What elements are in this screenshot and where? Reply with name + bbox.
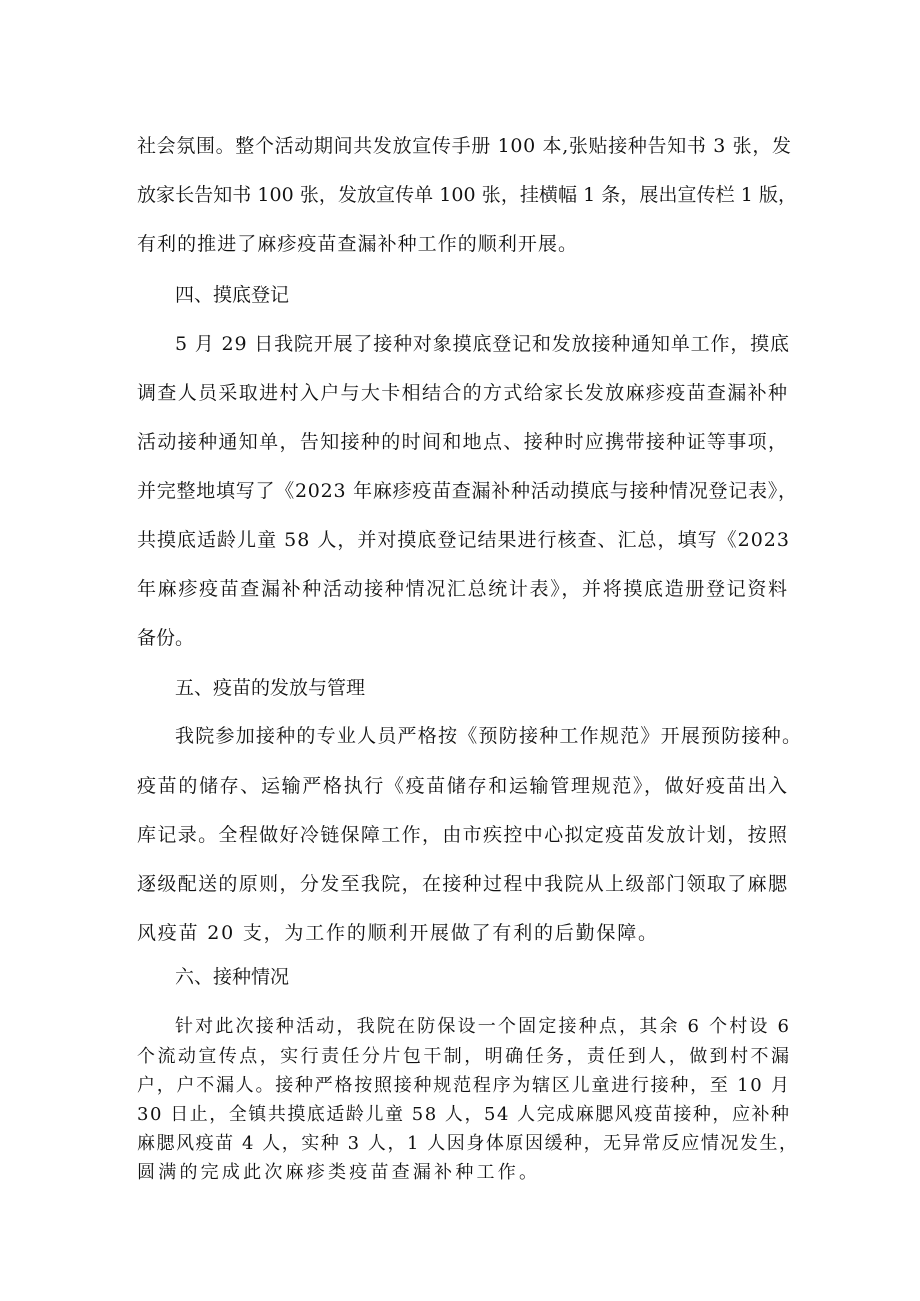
body-line: 共摸底适龄儿童 58 人，并对摸底登记结果进行核查、汇总，填写《2023 bbox=[137, 529, 790, 551]
section-heading: 六、接种情况 bbox=[175, 966, 290, 988]
body-line: 30 日止，全镇共摸底适龄儿童 58 人，54 人完成麻腮风疫苗接种，应补种 bbox=[137, 1104, 791, 1125]
body-line: 麻腮风疫苗 4 人，实种 3 人，1 人因身体原因缓种，无异常反应情况发生， bbox=[137, 1133, 799, 1154]
body-line: 风疫苗 20 支，为工作的顺利开展做了有利的后勤保障。 bbox=[137, 922, 659, 944]
body-line: 我院参加接种的专业人员严格按《预防接种工作规范》开展预防接种。 bbox=[175, 725, 803, 747]
body-line: 有利的推进了麻疹疫苗查漏补种工作的顺利开展。 bbox=[137, 233, 579, 255]
body-line: 年麻疹疫苗查漏补种活动接种情况汇总统计表》，并将摸底造册登记资料 bbox=[137, 578, 789, 600]
body-line: 备份。 bbox=[137, 627, 195, 649]
body-line: 户，户不漏人。接种严格按照接种规范程序为辖区儿童进行接种，至 10 月 bbox=[137, 1075, 791, 1096]
body-line: 库记录。全程做好冷链保障工作，由市疾控中心拟定疫苗发放计划，按照 bbox=[137, 824, 789, 846]
body-line: 个流动宣传点，实行责任分片包干制，明确任务，责任到人，做到村不漏 bbox=[137, 1046, 792, 1067]
section-heading: 五、疫苗的发放与管理 bbox=[175, 677, 366, 699]
body-line: 针对此次接种活动，我院在防保设一个固定接种点，其余 6 个村设 6 bbox=[175, 1016, 792, 1037]
body-line: 社会氛围。整个活动期间共发放宣传手册 100 本,张贴接种告知书 3 张，发 bbox=[137, 135, 792, 157]
body-line: 活动接种通知单，告知接种的时间和地点、接种时应携带接种证等事项， bbox=[137, 431, 789, 453]
body-line: 调查人员采取进村入户与大卡相结合的方式给家长发放麻疹疫苗查漏补种 bbox=[137, 382, 789, 404]
body-line: 圆满的完成此次麻疹类疫苗查漏补种工作。 bbox=[137, 1162, 541, 1183]
body-line: 并完整地填写了《2023 年麻疹疫苗查漏补种活动摸底与接种情况登记表》， bbox=[137, 480, 798, 502]
body-line: 5 月 29 日我院开展了接种对象摸底登记和发放接种通知单工作，摸底 bbox=[175, 333, 790, 355]
body-line: 放家长告知书 100 张，发放宣传单 100 张，挂横幅 1 条，展出宣传栏 1 版， bbox=[137, 184, 798, 206]
body-line: 逐级配送的原则，分发至我院，在接种过程中我院从上级部门领取了麻腮 bbox=[137, 873, 789, 895]
body-line: 疫苗的储存、运输严格执行《疫苗储存和运输管理规范》，做好疫苗出入 bbox=[137, 775, 789, 797]
section-heading: 四、摸底登记 bbox=[175, 284, 290, 306]
